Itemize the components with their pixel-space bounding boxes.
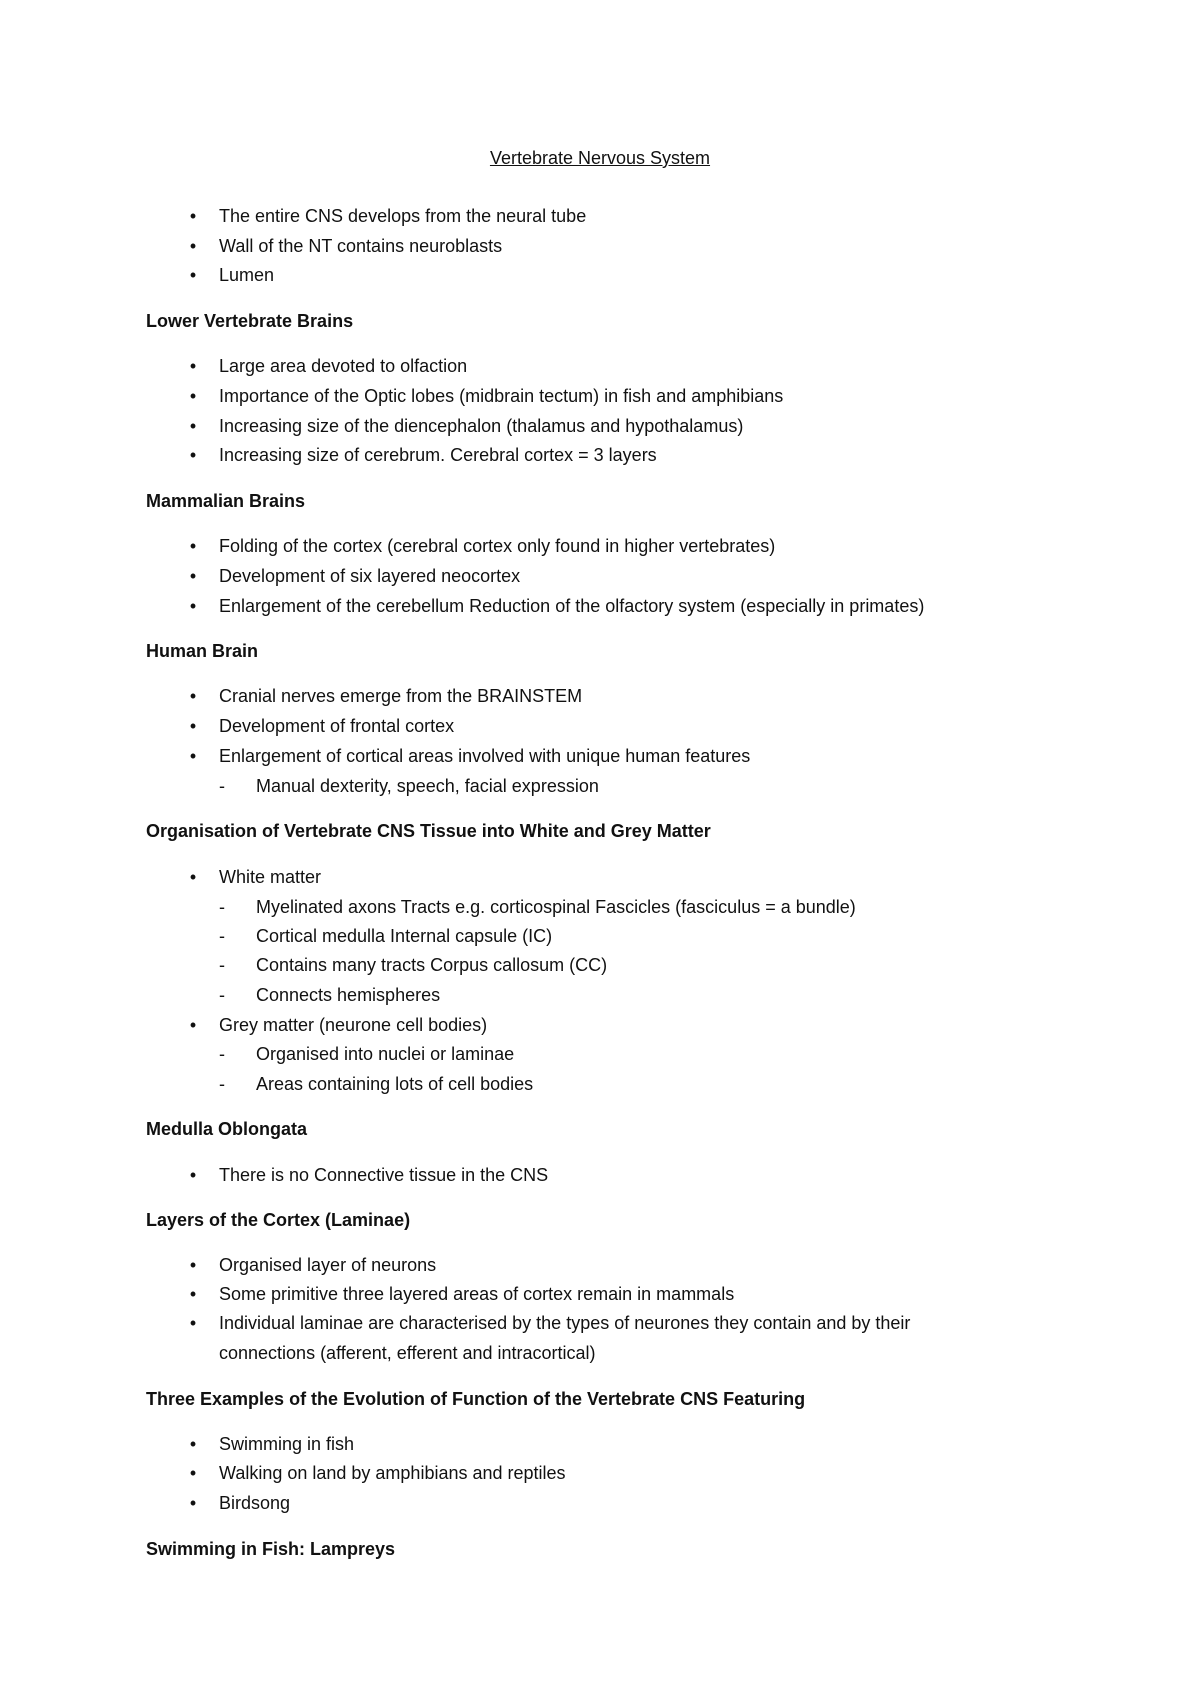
- section-heading: Human Brain: [146, 641, 259, 661]
- list-item: [0, 355, 1200, 377]
- section-heading: Mammalian Brains: [146, 491, 306, 511]
- sub-list-item-text: Areas containing lots of cell bodies: [256, 1074, 534, 1094]
- list-item: [0, 715, 1200, 737]
- sub-list-item: [0, 896, 1200, 918]
- list-item-text: Some primitive three layered areas of cortex remain in mammals: [219, 1284, 735, 1304]
- bullet-icon: •: [189, 1434, 197, 1454]
- list-item-text: Grey matter (neurone cell bodies): [219, 1015, 488, 1035]
- section-heading: Swimming in Fish: Lampreys: [146, 1539, 396, 1559]
- bullet-icon: •: [189, 356, 197, 376]
- list-item: [0, 1014, 1200, 1036]
- bullet-icon: •: [189, 716, 197, 736]
- dash-icon: -: [219, 897, 225, 917]
- bullet-icon: •: [189, 1493, 197, 1513]
- sub-list-item-text: Manual dexterity, speech, facial expression: [256, 776, 599, 796]
- section-heading: Lower Vertebrate Brains: [146, 311, 354, 331]
- list-item: [0, 1492, 1200, 1514]
- sub-list-item-text: Contains many tracts Corpus callosum (CC): [256, 955, 608, 975]
- list-item-text: Swimming in fish: [219, 1434, 355, 1454]
- sub-list-item: [0, 775, 1200, 797]
- list-item: [0, 595, 1200, 617]
- bullet-icon: •: [189, 386, 197, 406]
- list-item: [0, 866, 1200, 888]
- bullet-icon: •: [189, 1284, 197, 1304]
- list-item-text: Individual laminae are characterised by the types of neurones they contain and by their: [219, 1313, 911, 1333]
- bullet-icon: •: [189, 1313, 197, 1333]
- bullet-icon: •: [189, 1463, 197, 1483]
- dash-icon: -: [219, 776, 225, 796]
- list-item: [0, 745, 1200, 767]
- bullet-icon: •: [189, 1015, 197, 1035]
- bullet-icon: •: [189, 416, 197, 436]
- section-heading: Medulla Oblongata: [146, 1119, 308, 1139]
- bullet-icon: •: [189, 566, 197, 586]
- list-item-text: Cranial nerves emerge from the BRAINSTEM: [219, 686, 583, 706]
- bullet-icon: •: [189, 746, 197, 766]
- list-item: [0, 264, 1200, 286]
- bullet-icon: •: [189, 236, 197, 256]
- section-heading: Three Examples of the Evolution of Function of the Vertebrate CNS Featuring: [146, 1389, 806, 1409]
- list-item-text: White matter: [219, 867, 322, 887]
- list-item-text: Increasing size of the diencephalon (thalamus and hypothalamus): [219, 416, 744, 436]
- list-item-text: Enlargement of the cerebellum Reduction of the olfactory system (especially in primates): [219, 596, 925, 616]
- sub-list-item-text: Cortical medulla Internal capsule (IC): [256, 926, 553, 946]
- list-item-continuation: [0, 1342, 1200, 1364]
- sub-list-item: [0, 1073, 1200, 1095]
- dash-icon: -: [219, 926, 225, 946]
- list-item: [0, 444, 1200, 466]
- list-item: [0, 385, 1200, 407]
- list-item: [0, 235, 1200, 257]
- list-item: [0, 1164, 1200, 1186]
- list-item: [0, 1312, 1200, 1334]
- list-item-text: Walking on land by amphibians and reptiles: [219, 1463, 566, 1483]
- list-item: [0, 1283, 1200, 1305]
- list-item: [0, 1462, 1200, 1484]
- bullet-icon: •: [189, 265, 197, 285]
- list-item: [0, 1433, 1200, 1455]
- list-item: [0, 1254, 1200, 1276]
- bullet-icon: •: [189, 867, 197, 887]
- list-item-text: Organised layer of neurons: [219, 1255, 437, 1275]
- list-item-text: Importance of the Optic lobes (midbrain tectum) in fish and amphibians: [219, 386, 784, 406]
- list-item-text: connections (afferent, efferent and intracortical): [219, 1343, 596, 1363]
- list-item-text: Birdsong: [219, 1493, 291, 1513]
- section-heading: Layers of the Cortex (Laminae): [146, 1210, 411, 1230]
- dash-icon: -: [219, 985, 225, 1005]
- list-item-text: Development of six layered neocortex: [219, 566, 521, 586]
- bullet-icon: •: [189, 536, 197, 556]
- bullet-icon: •: [189, 1255, 197, 1275]
- list-item-text: Lumen: [219, 265, 275, 285]
- sub-list-item: [0, 954, 1200, 976]
- list-item-text: Wall of the NT contains neuroblasts: [219, 236, 503, 256]
- sub-list-item: [0, 925, 1200, 947]
- bullet-icon: •: [189, 596, 197, 616]
- list-item-text: Increasing size of cerebrum. Cerebral cortex = 3 layers: [219, 445, 657, 465]
- list-item: [0, 205, 1200, 227]
- sub-list-item-text: Organised into nuclei or laminae: [256, 1044, 515, 1064]
- sub-list-item-text: Connects hemispheres: [256, 985, 441, 1005]
- bullet-icon: •: [189, 206, 197, 226]
- dash-icon: -: [219, 1044, 225, 1064]
- dash-icon: -: [219, 955, 225, 975]
- list-item-text: Folding of the cortex (cerebral cortex only found in higher vertebrates): [219, 536, 776, 556]
- list-item-text: The entire CNS develops from the neural tube: [219, 206, 587, 226]
- list-item-text: Enlargement of cortical areas involved with unique human features: [219, 746, 751, 766]
- sub-list-item: [0, 1043, 1200, 1065]
- document-title: Vertebrate Nervous System: [489, 148, 711, 168]
- list-item-text: Development of frontal cortex: [219, 716, 455, 736]
- list-item-text: There is no Connective tissue in the CNS: [219, 1165, 549, 1185]
- list-item-text: Large area devoted to olfaction: [219, 356, 468, 376]
- list-item: [0, 685, 1200, 707]
- bullet-icon: •: [189, 1165, 197, 1185]
- list-item: [0, 535, 1200, 557]
- list-item: [0, 415, 1200, 437]
- list-item: [0, 565, 1200, 587]
- sub-list-item-text: Myelinated axons Tracts e.g. corticospinal Fascicles (fasciculus = a bundle): [256, 897, 856, 917]
- section-heading: Organisation of Vertebrate CNS Tissue into White and Grey Matter: [146, 821, 711, 841]
- dash-icon: -: [219, 1074, 225, 1094]
- bullet-icon: •: [189, 445, 197, 465]
- bullet-icon: •: [189, 686, 197, 706]
- sub-list-item: [0, 984, 1200, 1006]
